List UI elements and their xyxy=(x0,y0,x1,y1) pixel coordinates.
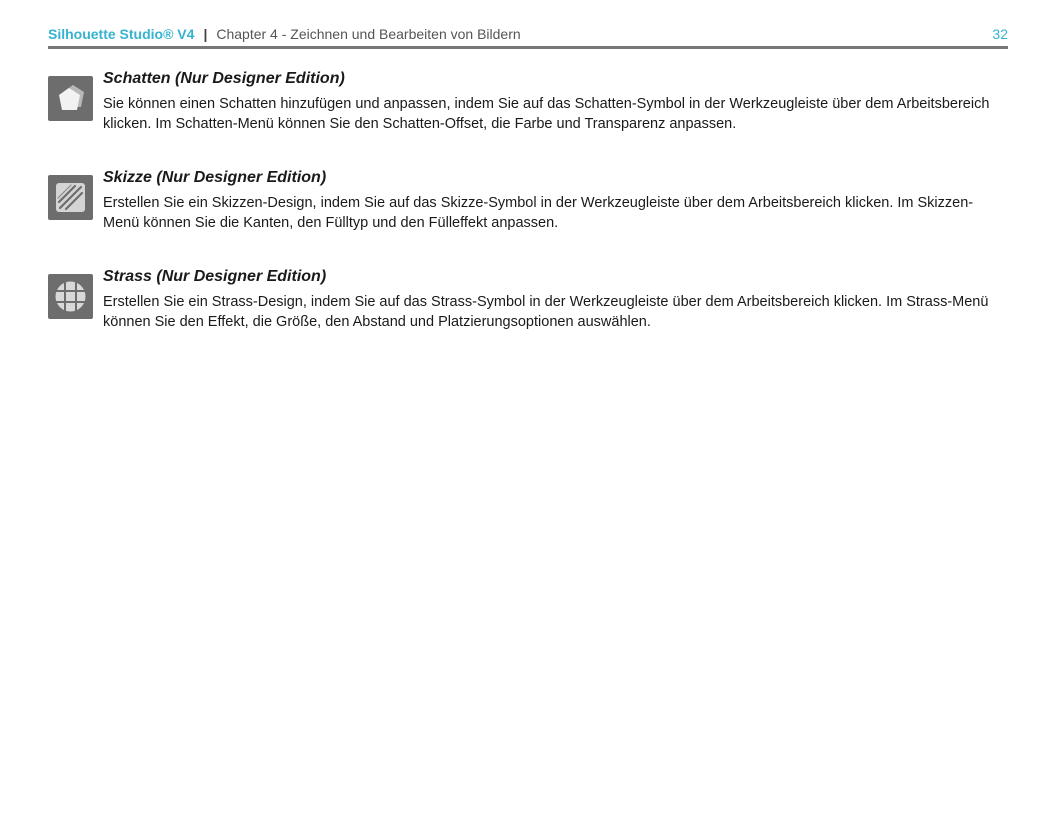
chapter-title: Chapter 4 - Zeichnen und Bearbeiten von Bildern xyxy=(216,26,521,42)
page-header xyxy=(48,22,1008,46)
section-body: Erstellen Sie ein Skizzen-Design, indem Sie auf das Skizze-Symbol in der Werkzeugleiste über dem Arbeitsbereich klicken. Im Skizzen-Menü können Sie die Kanten, den Fülltyp und den Fülleffekt anpassen. xyxy=(103,195,974,231)
section-body: Sie können einen Schatten hinzufügen und anpassen, indem Sie auf das Schatten-Symbol in der Werkzeugleiste über dem Arbeitsbereich klicken. Im Schatten-Menü können Sie den Schatten-Offset, die Farbe und Transparenz anpassen. xyxy=(103,96,990,132)
rhinestone-icon xyxy=(48,274,93,319)
page-number: 32 xyxy=(992,26,1008,42)
brand-title: Silhouette Studio® V4 xyxy=(48,26,195,42)
shadow-icon xyxy=(48,76,93,121)
sketch-icon xyxy=(48,175,93,220)
section-title: Skizze (Nur Designer Edition) xyxy=(103,169,327,186)
section-title: Schatten (Nur Designer Edition) xyxy=(103,70,345,87)
section-title: Strass (Nur Designer Edition) xyxy=(103,268,327,285)
header-separator: | xyxy=(203,26,208,42)
section-body: Erstellen Sie ein Strass-Design, indem Sie auf das Strass-Symbol in der Werkzeugleiste über dem Arbeitsbereich klicken. Im Strass-Menü können Sie den Effekt, die Größe, den Abstand und Platzierungsoptionen auswählen. xyxy=(103,294,989,330)
header-divider xyxy=(48,46,1008,49)
